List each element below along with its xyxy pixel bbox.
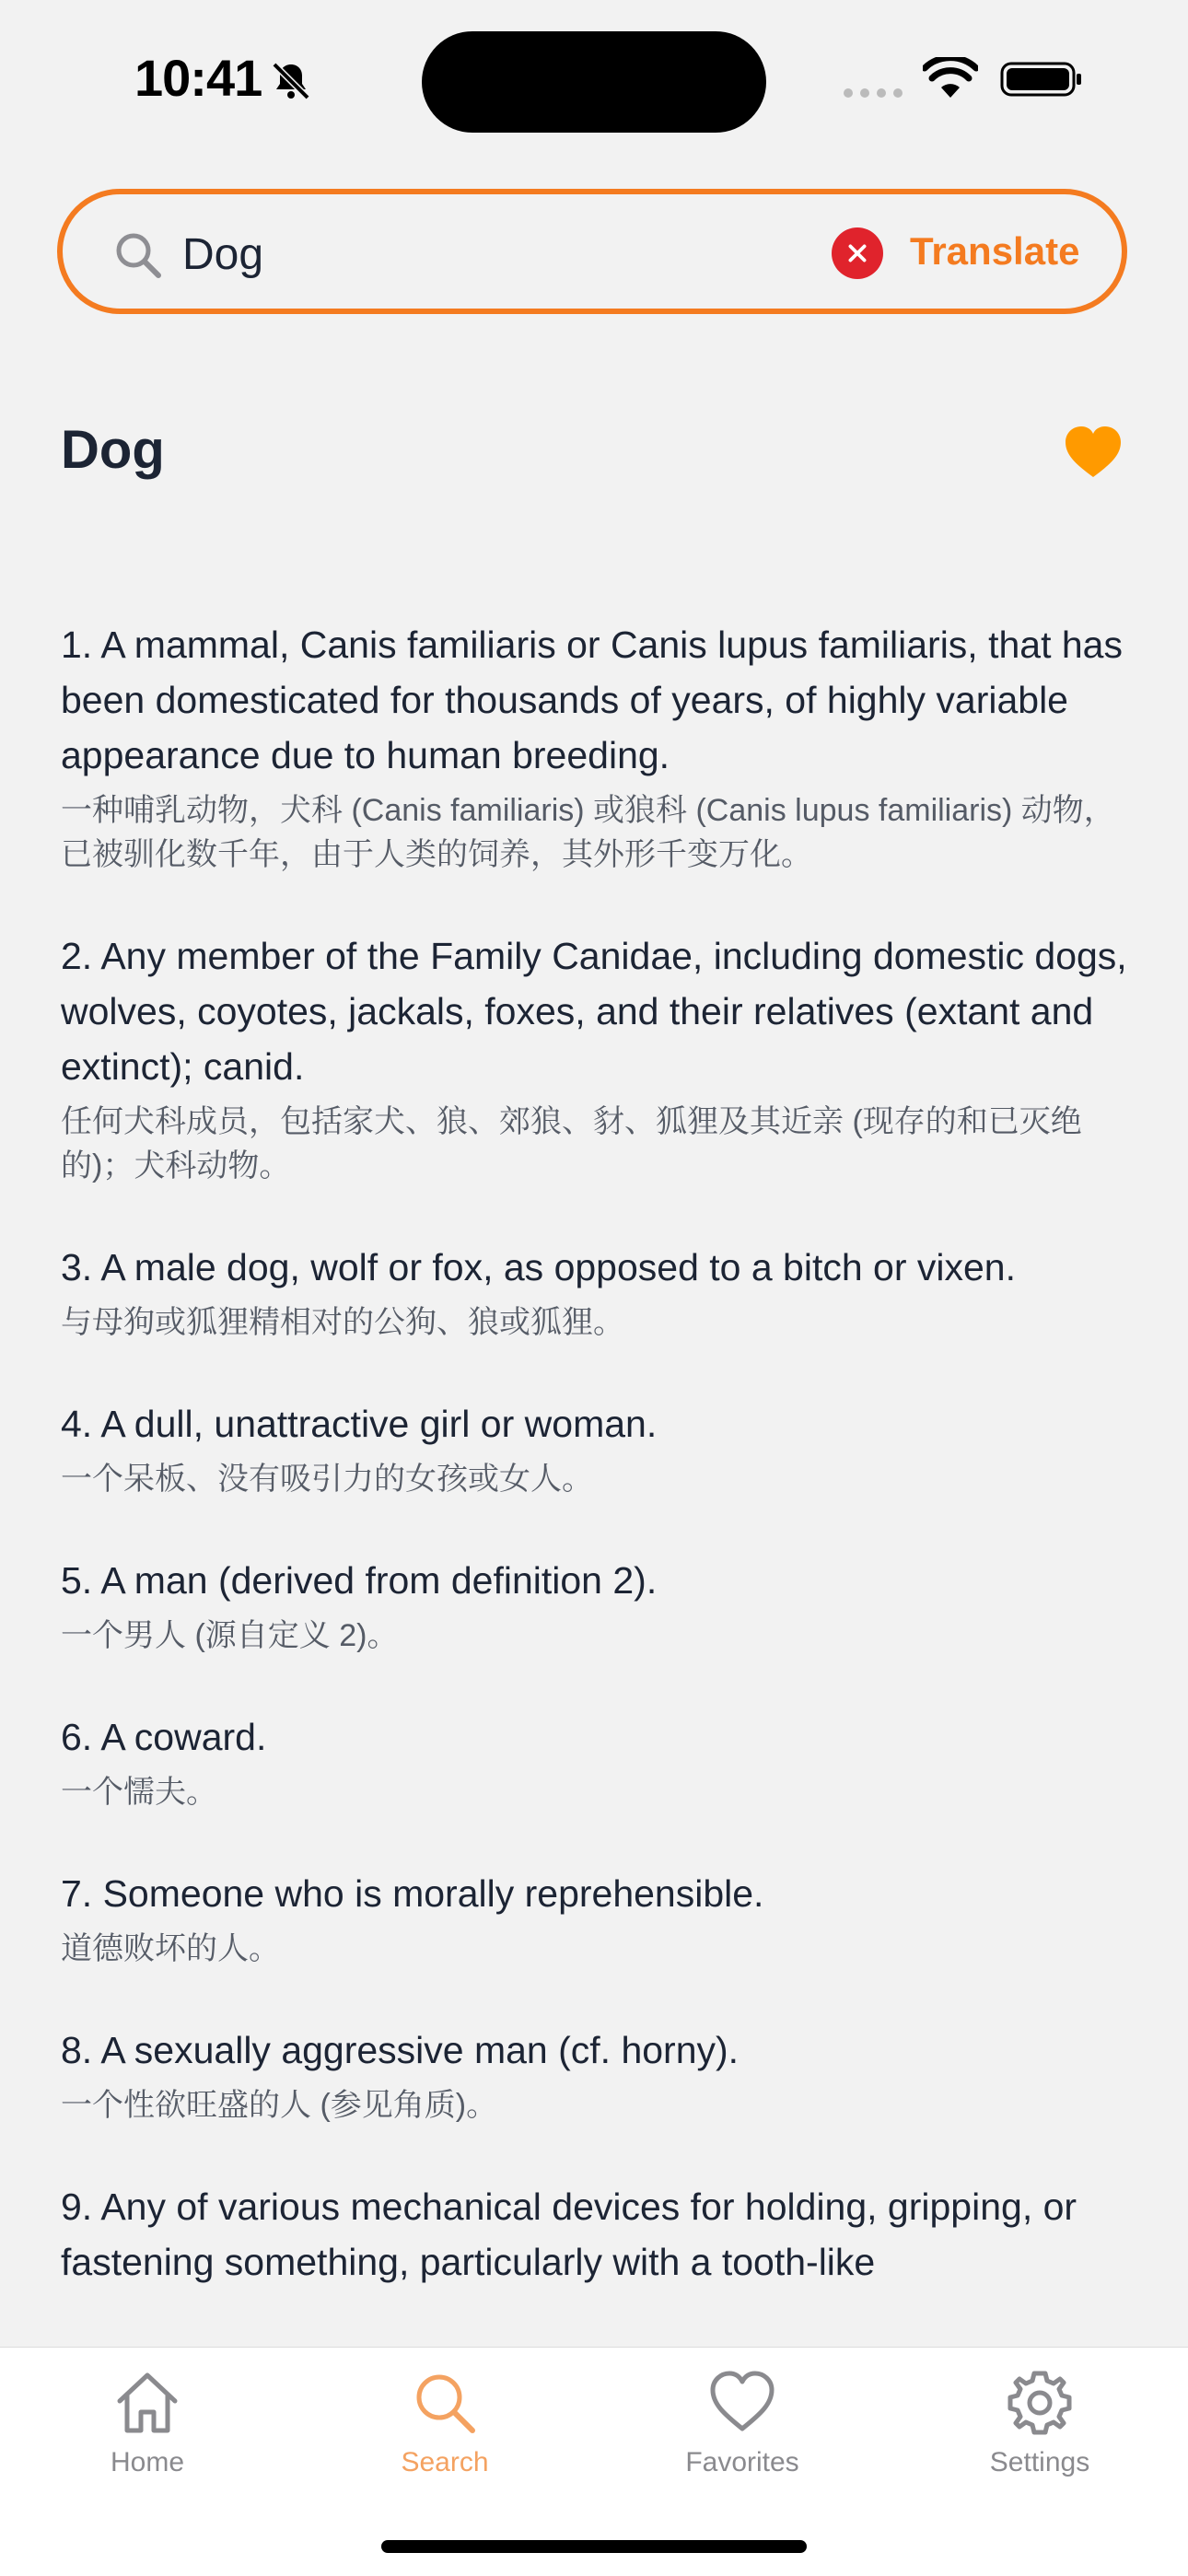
definition-chinese: 一个性欲旺盛的人 (参见角质)。 [61, 2088, 498, 2123]
definition-english: 8. A sexually aggressive man (cf. horny). [61, 2029, 740, 2071]
definition-chinese: 任何犬科成员，包括家犬、狼、郊狼、豺、狐狸及其近亲 (现存的和已灭绝的)；犬科动物。 [61, 1104, 1082, 1183]
heart-icon [707, 2368, 777, 2438]
tab-settings[interactable] [938, 2368, 1141, 2478]
definitions-list [61, 617, 1129, 2349]
favorite-heart-icon[interactable] [1063, 424, 1124, 481]
tab-search[interactable] [344, 2368, 546, 2478]
home-indicator [381, 2540, 807, 2553]
definition-item [61, 617, 1129, 877]
definition-english: 7. Someone who is morally reprehensible. [61, 1872, 764, 1915]
tab-home-label: Home [110, 2447, 185, 2477]
tab-favorites-label: Favorites [685, 2447, 799, 2477]
definition-english: 1. A mammal, Canis familiaris or Canis lupus familiaris, that has been domesticated for thousands of years, of highly variable appearance due to human breeding. [61, 624, 1123, 776]
definition-item [61, 1709, 1129, 1814]
house-icon [112, 2368, 182, 2438]
definition-english: 6. A coward. [61, 1716, 267, 1758]
definition-item [61, 928, 1129, 1188]
definition-item [61, 1553, 1129, 1658]
status-time: 10:41 [134, 49, 262, 107]
definition-english: 3. A male dog, wolf or fox, as opposed to a bitch or vixen. [61, 1246, 1016, 1288]
definition-chinese: 道德败坏的人。 [61, 1931, 280, 1966]
wifi-icon [923, 57, 978, 101]
definition-chinese: 一个男人 (源自定义 2)。 [61, 1618, 399, 1653]
definition-chinese: 一种哺乳动物，犬科 (Canis familiaris) 或狼科 (Canis lupus familiaris) 动物，已被驯化数千年，由于人类的饲养，其外形千变万化。 [61, 793, 1115, 872]
definition-item [61, 2179, 1129, 2290]
dynamic-island [422, 31, 766, 133]
definition-item [61, 1396, 1129, 1501]
definition-item [61, 1866, 1129, 1971]
definition-english: 4. A dull, unattractive girl or woman. [61, 1403, 658, 1445]
status-bar [0, 0, 1188, 157]
definition-chinese: 一个懦夫。 [61, 1775, 217, 1810]
battery-icon [1000, 61, 1083, 98]
search-bar [57, 189, 1127, 314]
definition-english: 9. Any of various mechanical devices for holding, gripping, or fastening something, particularly with a tooth-like [61, 2186, 1077, 2283]
definition-chinese: 一个呆板、没有吸引力的女孩或女人。 [61, 1462, 593, 1497]
gear-icon [1005, 2368, 1075, 2438]
tab-search-label: Search [401, 2447, 489, 2477]
word-title: Dog [61, 420, 165, 480]
definition-english: 2. Any member of the Family Canidae, including domestic dogs, wolves, coyotes, jackals, foxes, and their relatives (extant and extinct); canid. [61, 935, 1127, 1088]
signal-dots-icon [843, 87, 905, 99]
search-icon [112, 229, 164, 281]
search-icon [410, 2368, 480, 2438]
definition-chinese: 与母狗或狐狸精相对的公狗、狼或狐狸。 [61, 1305, 624, 1340]
tab-home[interactable] [46, 2368, 249, 2478]
close-icon [845, 241, 869, 265]
definition-english: 5. A man (derived from definition 2). [61, 1559, 658, 1602]
bell-slash-icon [269, 59, 313, 103]
definition-item [61, 2022, 1129, 2127]
clear-search-button[interactable] [832, 227, 883, 279]
translate-button[interactable]: Translate [910, 229, 1080, 273]
definition-item [61, 1240, 1129, 1345]
tab-favorites[interactable] [641, 2368, 844, 2478]
search-input[interactable] [182, 222, 735, 286]
tab-settings-label: Settings [989, 2447, 1090, 2477]
